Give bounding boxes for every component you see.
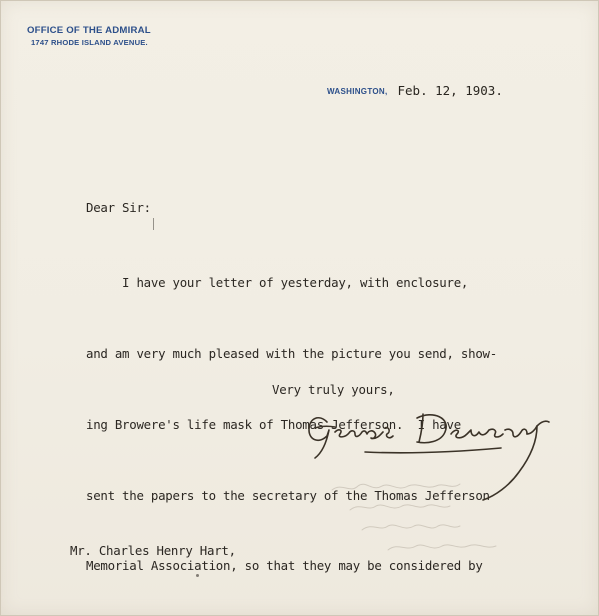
addressee-name: Mr. Charles Henry Hart,: [70, 543, 236, 558]
body-line: sent the papers to the secretary of the Thomas Jefferson: [86, 487, 490, 503]
body-line: and am very much pleased with the picture you send, show-: [86, 345, 497, 361]
letterhead-office: OFFICE OF THE ADMIRAL: [27, 25, 151, 36]
closing: Very truly yours,: [272, 382, 395, 397]
dateline-date: Feb. 12, 1903.: [397, 83, 503, 98]
salutation: Dear Sir:: [86, 200, 151, 215]
letterhead-address: 1747 RHODE ISLAND AVENUE.: [31, 38, 148, 47]
addressee-block: [70, 487, 283, 616]
dateline: [327, 82, 503, 100]
faint-pencil-annotation: [328, 476, 518, 566]
body-line: ing Browere's life mask of Thomas Jefferson. I have: [86, 416, 461, 432]
dateline-place: WASHINGTON,: [327, 87, 388, 96]
paper-mark: [196, 574, 199, 577]
letterhead: [27, 25, 151, 49]
body-line: I have your letter of yesterday, with enclosure,: [86, 275, 469, 291]
body-line: Memorial Association, so that they may be considered by: [86, 558, 483, 574]
